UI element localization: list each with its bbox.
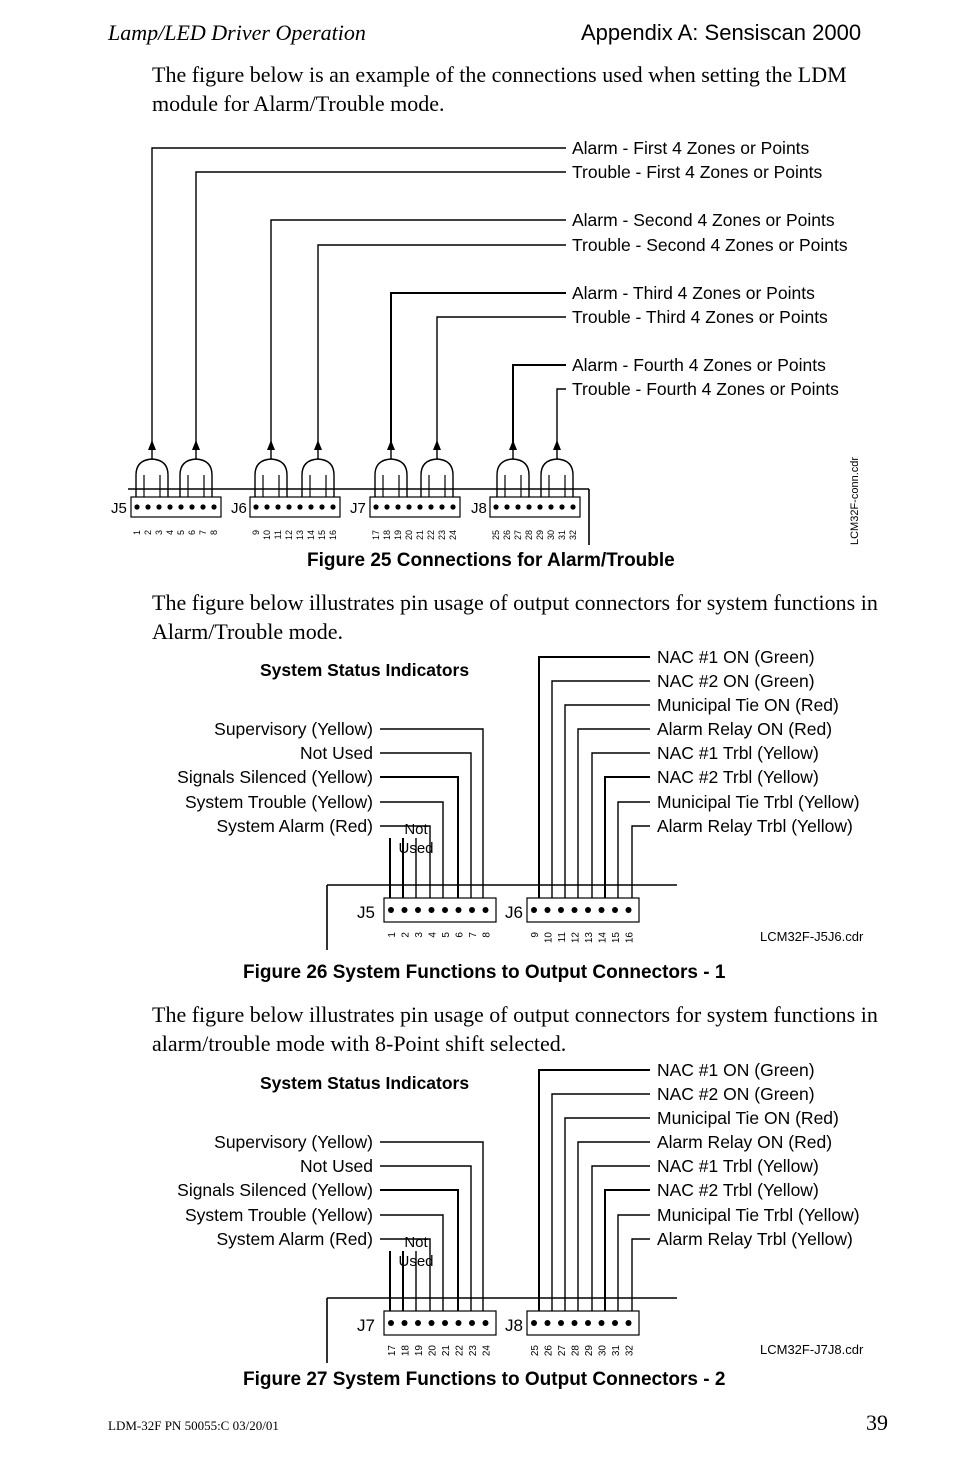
connector-block [370, 497, 460, 517]
figure-26-caption: Figure 26 System Functions to Output Connectors - 1 [243, 962, 726, 983]
output-labels [572, 138, 848, 399]
pin-dot [200, 504, 205, 509]
figure-27-diagram [0, 1055, 954, 1365]
pin-dot [469, 907, 475, 913]
pin-number: 12 [284, 530, 294, 541]
pin-dot [156, 504, 161, 509]
pin-dot [558, 1320, 564, 1326]
output-wire [578, 729, 650, 904]
pin-number: 14 [597, 932, 609, 944]
connector-block [527, 1311, 639, 1335]
pin-dot [572, 907, 578, 913]
pin-number: 8 [481, 932, 493, 938]
feed-line [152, 148, 566, 445]
pin-dot [388, 1320, 394, 1326]
output-label: NAC #1 Trbl (Yellow) [657, 743, 819, 763]
running-header-right: Appendix A: Sensiscan 2000 [581, 20, 862, 45]
pin-dot [456, 1320, 462, 1326]
pin-number: 27 [557, 1345, 568, 1357]
pin-number: 7 [198, 530, 208, 536]
connector-label: J8 [505, 1316, 523, 1335]
output-wire [552, 681, 650, 904]
pin-dot [439, 504, 444, 509]
pin-dot [134, 504, 139, 509]
pin-number: 26 [502, 530, 512, 541]
pin-dot [297, 504, 302, 509]
pin-number: 14 [306, 530, 316, 541]
pin-number: 20 [404, 530, 414, 541]
pin-dot [626, 1320, 632, 1326]
page-number: 39 [866, 1410, 888, 1435]
pin-dot [275, 504, 280, 509]
pin-number: 9 [530, 932, 541, 938]
output-label: Alarm Relay ON (Red) [657, 1132, 833, 1152]
pin-number: 19 [414, 1345, 425, 1357]
output-wire [592, 753, 650, 904]
output-label: Alarm - Second 4 Zones or Points [572, 210, 835, 230]
pin-number: 21 [441, 1345, 452, 1357]
pin-number: 31 [611, 1345, 622, 1357]
pin-number: 4 [165, 530, 175, 536]
gate-symbol [375, 459, 407, 498]
output-wire [618, 1215, 650, 1317]
pin-dot [515, 504, 520, 509]
output-wire [592, 1166, 650, 1317]
output-label: Trouble - Third 4 Zones or Points [572, 307, 828, 327]
output-label: NAC #2 ON (Green) [657, 671, 815, 691]
pin-number: 15 [611, 932, 622, 944]
pin-dot [415, 907, 421, 913]
pin-number: 27 [513, 530, 523, 541]
pin-dot [548, 504, 553, 509]
pin-number: 25 [491, 530, 501, 541]
pin-dot [469, 1320, 475, 1326]
pin-number: 16 [624, 932, 636, 944]
feed-line [557, 389, 566, 445]
gate-symbol [180, 459, 212, 498]
pin-number: 2 [143, 530, 153, 536]
pin-dot [531, 907, 537, 913]
connector-block [131, 497, 221, 517]
output-label: Municipal Tie ON (Red) [657, 1108, 839, 1128]
paragraph-3: The figure below illustrates pin usage of output connectors for system functions in alarm/trouble mode with 8-Point shift selected. [152, 1002, 878, 1056]
connector-strip [111, 489, 589, 545]
output-wire [632, 826, 650, 904]
pin-dot [483, 1320, 489, 1326]
pin-number: 2 [400, 932, 412, 938]
output-label: Trouble - First 4 Zones or Points [572, 162, 823, 182]
pin-number: 1 [387, 932, 398, 938]
connector-block [384, 1311, 496, 1335]
pin-dot [626, 907, 632, 913]
pin-dot [415, 1320, 421, 1326]
arrow-head [509, 440, 517, 450]
output-label: Alarm - Fourth 4 Zones or Points [572, 355, 826, 375]
gate-symbol [302, 459, 334, 498]
pin-dot [286, 504, 291, 509]
pin-number: 29 [535, 530, 545, 541]
figure-25-diagram [0, 135, 954, 555]
pin-dot [384, 504, 389, 509]
not-used-label: Not [404, 1234, 428, 1251]
pin-number: 20 [427, 1345, 439, 1357]
gate-symbol [255, 459, 287, 498]
pin-number: 28 [524, 530, 534, 541]
paragraph-1: The figure below is an example of the connections used when setting the LDM module for Alarm/Trouble mode. [152, 62, 847, 116]
output-wire [552, 1094, 650, 1317]
pin-number: 23 [437, 530, 447, 541]
pin-dot [429, 907, 435, 913]
pin-number: 3 [154, 530, 164, 536]
pin-number: 1 [132, 530, 142, 536]
feed-line [391, 293, 566, 445]
pin-dot [531, 1320, 537, 1326]
output-label: Alarm Relay Trbl (Yellow) [657, 1229, 853, 1249]
paragraph-2: The figure below illustrates pin usage of output connectors for system functions in Alarm/Trouble mode. [152, 590, 878, 644]
pin-number: 32 [624, 1345, 636, 1357]
connector-label: J7 [357, 1316, 375, 1335]
figure-25-caption: Figure 25 Connections for Alarm/Trouble [307, 550, 675, 571]
pin-dot [167, 504, 172, 509]
output-wire [539, 1070, 650, 1317]
pin-number: 11 [557, 932, 568, 943]
figure-27-content [177, 1060, 864, 1363]
pin-dot [388, 907, 394, 913]
pin-dot [504, 504, 509, 509]
connector-label: J6 [231, 500, 247, 517]
pin-dot [612, 1320, 618, 1326]
arrow-head [433, 440, 441, 450]
section-title: System Status Indicators [260, 660, 470, 680]
pin-dot [599, 1320, 605, 1326]
pin-dot [570, 504, 575, 509]
pin-number: 19 [393, 530, 403, 541]
feed-line [437, 317, 566, 445]
indicator-wire [380, 1142, 483, 1317]
pin-dot [442, 907, 448, 913]
pin-number: 16 [328, 530, 338, 541]
pin-dot [450, 504, 455, 509]
pin-dot [483, 907, 489, 913]
pin-number: 5 [176, 530, 186, 536]
pin-number: 7 [468, 932, 479, 938]
gate-symbol [136, 459, 168, 498]
indicator-label: System Trouble (Yellow) [184, 1205, 373, 1225]
feed-line [513, 365, 566, 445]
arrow-head [553, 440, 561, 450]
pin-number: 18 [400, 1345, 412, 1357]
wiring-lines [136, 148, 573, 505]
pin-number: 23 [468, 1345, 479, 1357]
pin-number: 29 [584, 1345, 595, 1357]
indicator-label: System Alarm (Red) [216, 816, 373, 836]
connector-label: J5 [357, 903, 375, 922]
running-header-left: Lamp/LED Driver Operation [108, 20, 366, 45]
indicator-wire [380, 729, 483, 904]
not-used-label: Used [398, 840, 434, 857]
pin-dot [612, 907, 618, 913]
pin-number: 18 [382, 530, 392, 541]
pin-dot [559, 504, 564, 509]
pin-dot [585, 1320, 591, 1326]
pin-number: 11 [273, 530, 283, 540]
figure-27-caption: Figure 27 System Functions to Output Connectors - 2 [243, 1369, 726, 1390]
pin-dot [558, 907, 564, 913]
pin-dot [264, 504, 269, 509]
pin-dot [456, 907, 462, 913]
connector-label: J8 [471, 500, 487, 517]
arrow-head [387, 440, 395, 450]
indicator-label: System Alarm (Red) [216, 1229, 373, 1249]
pin-number: 15 [317, 530, 327, 541]
pin-dot [572, 1320, 578, 1326]
pin-number: 13 [295, 530, 305, 541]
output-label: Alarm Relay ON (Red) [657, 719, 833, 739]
pin-dot [395, 504, 400, 509]
pin-number: 13 [584, 932, 595, 944]
pin-dot [406, 504, 411, 509]
pin-dot [308, 504, 313, 509]
feed-line [196, 172, 566, 445]
connector-label: J6 [505, 903, 523, 922]
not-used-label: Used [398, 1253, 434, 1270]
feed-line [271, 220, 566, 445]
pin-number: 17 [387, 1345, 398, 1357]
pin-dot [428, 504, 433, 509]
gate-symbol [541, 459, 573, 498]
pin-dot [178, 504, 183, 509]
drawing-file-name: LCM32F-J7J8.cdr [760, 1342, 864, 1357]
figure-26-content [177, 647, 864, 950]
pin-dot [189, 504, 194, 509]
output-label: Municipal Tie Trbl (Yellow) [657, 792, 860, 812]
pin-number: 22 [454, 1345, 466, 1357]
output-label: NAC #2 ON (Green) [657, 1084, 815, 1104]
indicator-label: Supervisory (Yellow) [214, 1132, 373, 1152]
output-label: Alarm - First 4 Zones or Points [572, 138, 810, 158]
pin-number: 21 [415, 530, 425, 541]
pin-number: 24 [481, 1345, 493, 1357]
indicator-label: Signals Silenced (Yellow) [177, 1180, 373, 1200]
output-label: NAC #1 Trbl (Yellow) [657, 1156, 819, 1176]
pin-dot [402, 1320, 408, 1326]
output-label: Municipal Tie ON (Red) [657, 695, 839, 715]
pin-number: 17 [371, 530, 381, 541]
pin-dot [545, 1320, 551, 1326]
indicator-label: Not Used [300, 1156, 373, 1176]
indicator-label: Signals Silenced (Yellow) [177, 767, 373, 787]
pin-number: 8 [209, 530, 219, 536]
output-wire [578, 1142, 650, 1317]
connector-label: J5 [111, 500, 127, 517]
pin-number: 30 [546, 530, 556, 541]
output-wire [618, 802, 650, 904]
pin-dot [145, 504, 150, 509]
drawing-file-name: LCM32F-conn.cdr [849, 456, 861, 545]
output-label: Trouble - Second 4 Zones or Points [572, 235, 848, 255]
pin-dot [402, 907, 408, 913]
pin-dot [211, 504, 216, 509]
connector-label: J7 [350, 500, 366, 517]
indicator-label: Not Used [300, 743, 373, 763]
pin-number: 6 [187, 530, 197, 536]
pin-dot [330, 504, 335, 509]
output-label: Municipal Tie Trbl (Yellow) [657, 1205, 860, 1225]
section-title: System Status Indicators [260, 1073, 470, 1093]
pin-number: 31 [557, 530, 567, 541]
gate-symbol [497, 459, 529, 498]
drawing-file-name: LCM32F-J5J6.cdr [760, 929, 864, 944]
pin-dot [319, 504, 324, 509]
pin-number: 32 [568, 530, 578, 541]
connector-block [250, 497, 340, 517]
pin-number: 10 [543, 932, 555, 944]
footer-document-id: LDM-32F PN 50055:C 03/20/01 [108, 1418, 279, 1433]
output-label: Alarm Relay Trbl (Yellow) [657, 816, 853, 836]
pin-dot [545, 907, 551, 913]
connector-block [527, 898, 639, 922]
pin-number: 28 [570, 1345, 582, 1357]
pin-number: 12 [570, 932, 582, 944]
pin-dot [537, 504, 542, 509]
arrow-head [192, 440, 200, 450]
pin-number: 10 [262, 530, 272, 541]
pin-number: 26 [543, 1345, 555, 1357]
pin-dot [599, 907, 605, 913]
pin-dot [585, 907, 591, 913]
arrow-head [148, 440, 156, 450]
output-wire [632, 1239, 650, 1317]
not-used-label: Not [404, 821, 428, 838]
output-label: NAC #2 Trbl (Yellow) [657, 767, 819, 787]
pin-number: 25 [530, 1345, 541, 1357]
indicator-label: Supervisory (Yellow) [214, 719, 373, 739]
output-wire [539, 657, 650, 904]
output-label: NAC #2 Trbl (Yellow) [657, 1180, 819, 1200]
pin-number: 6 [454, 932, 466, 938]
arrow-head [314, 440, 322, 450]
pin-dot [417, 504, 422, 509]
pin-number: 22 [426, 530, 436, 541]
pin-number: 30 [597, 1345, 609, 1357]
indicator-label: System Trouble (Yellow) [184, 792, 373, 812]
feed-line [318, 245, 566, 445]
pin-dot [429, 1320, 435, 1326]
arrow-head [267, 440, 275, 450]
pin-dot [493, 504, 498, 509]
pin-number: 24 [448, 530, 458, 541]
output-label: NAC #1 ON (Green) [657, 647, 815, 667]
pin-dot [442, 1320, 448, 1326]
figure-26-diagram [0, 642, 954, 952]
pin-dot [373, 504, 378, 509]
gate-symbol [421, 459, 453, 498]
pin-dot [253, 504, 258, 509]
pin-number: 9 [251, 530, 261, 536]
output-label: NAC #1 ON (Green) [657, 1060, 815, 1080]
pin-number: 5 [441, 932, 452, 938]
output-label: Trouble - Fourth 4 Zones or Points [572, 379, 839, 399]
connector-block [384, 898, 496, 922]
pin-number: 4 [427, 932, 439, 938]
pin-dot [526, 504, 531, 509]
pin-number: 3 [414, 932, 425, 938]
output-label: Alarm - Third 4 Zones or Points [572, 283, 815, 303]
connector-block [490, 497, 580, 517]
